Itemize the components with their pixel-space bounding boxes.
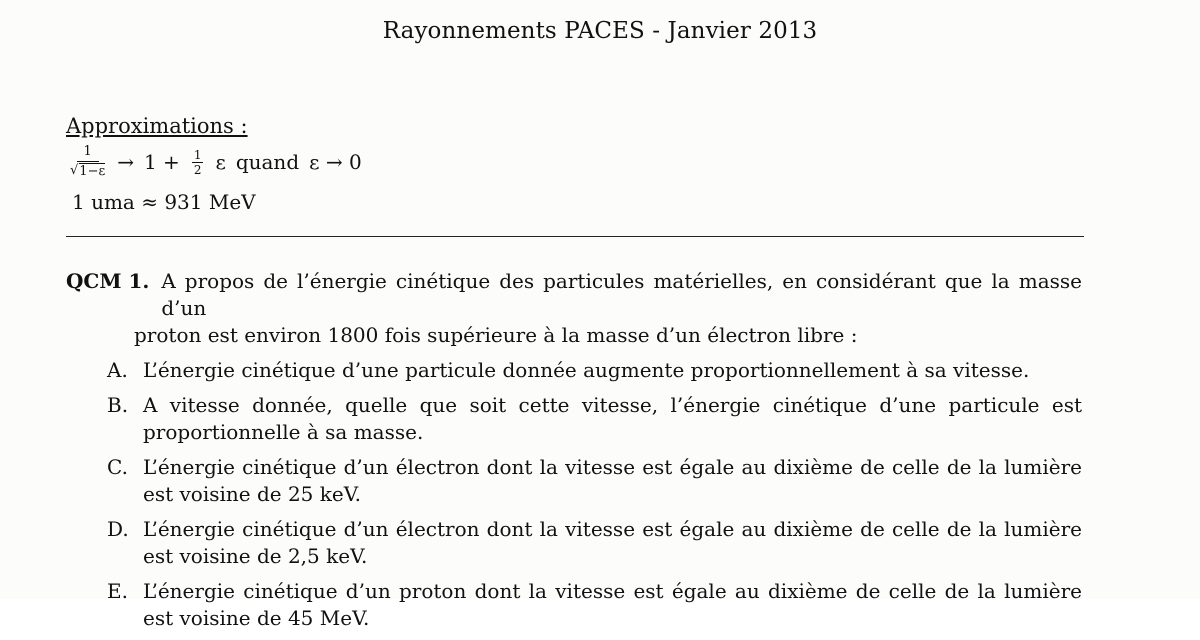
section-divider xyxy=(66,236,1084,237)
qcm-1 xyxy=(66,268,1082,640)
radicand: 1−ε xyxy=(79,163,106,179)
formula-denominator xyxy=(70,162,105,179)
answer-item xyxy=(107,454,1082,508)
half-denominator: 2 xyxy=(193,162,202,177)
answer-letter: B. xyxy=(107,393,129,417)
answer-text: A vitesse donnée, quelle que soit cette vitesse, l’énergie cinétique d’une particule est proportionnelle à sa masse. xyxy=(143,393,1082,444)
qcm-question-line-2: proton est environ 1800 fois supérieure à la masse d’un électron libre : xyxy=(134,323,858,347)
answer-item xyxy=(107,578,1082,632)
answer-letter: C. xyxy=(107,455,128,479)
answer-letter: D. xyxy=(107,517,129,541)
answer-list xyxy=(66,357,1082,632)
approximations-heading: Approximations : xyxy=(66,114,248,138)
formula-condition-word: quand xyxy=(235,150,300,174)
approximations-section xyxy=(66,114,486,214)
answer-letter: A. xyxy=(107,358,128,382)
formula-result-prefix: 1 + xyxy=(143,150,180,174)
uma-conversion: 1 uma ≈ 931 MeV xyxy=(72,190,256,214)
page-title: Rayonnements PACES - Janvier 2013 xyxy=(382,18,818,44)
answer-text: L’énergie cinétique d’un électron dont la vitesse est égale au dixième de celle de la lumière est voisine de 2,5 keV. xyxy=(143,517,1082,568)
qcm-header xyxy=(66,268,1082,322)
approximation-formula xyxy=(68,142,486,182)
qcm-number: QCM 1. xyxy=(66,269,150,293)
formula-result-suffix: ε xyxy=(215,150,226,174)
formula-condition-expr: ε → 0 xyxy=(309,150,362,174)
half-fraction xyxy=(192,149,204,176)
formula-numerator: 1 xyxy=(77,145,99,161)
answer-item xyxy=(107,516,1082,570)
answer-text: L’énergie cinétique d’un proton dont la vitesse est égale au dixième de celle de la lumière est voisine de 45 MeV. xyxy=(143,579,1082,630)
answer-text: L’énergie cinétique d’un électron dont la vitesse est égale au dixième de celle de la lumière est voisine de 25 keV. xyxy=(143,455,1082,506)
formula-fraction xyxy=(70,145,105,179)
formula-square-root xyxy=(70,163,105,179)
answer-item xyxy=(107,392,1082,446)
answer-text: L’énergie cinétique d’une particule donnée augmente proportionnellement à sa vitesse. xyxy=(143,358,1030,382)
answer-item xyxy=(107,357,1082,384)
qcm-question-line-1: A propos de l’énergie cinétique des particules matérielles, en considérant que la masse d’un xyxy=(161,269,1082,320)
formula-arrow: → xyxy=(117,150,134,174)
radical-sign: √ xyxy=(70,162,79,178)
half-numerator: 1 xyxy=(193,147,202,162)
answer-letter: E. xyxy=(107,579,128,603)
